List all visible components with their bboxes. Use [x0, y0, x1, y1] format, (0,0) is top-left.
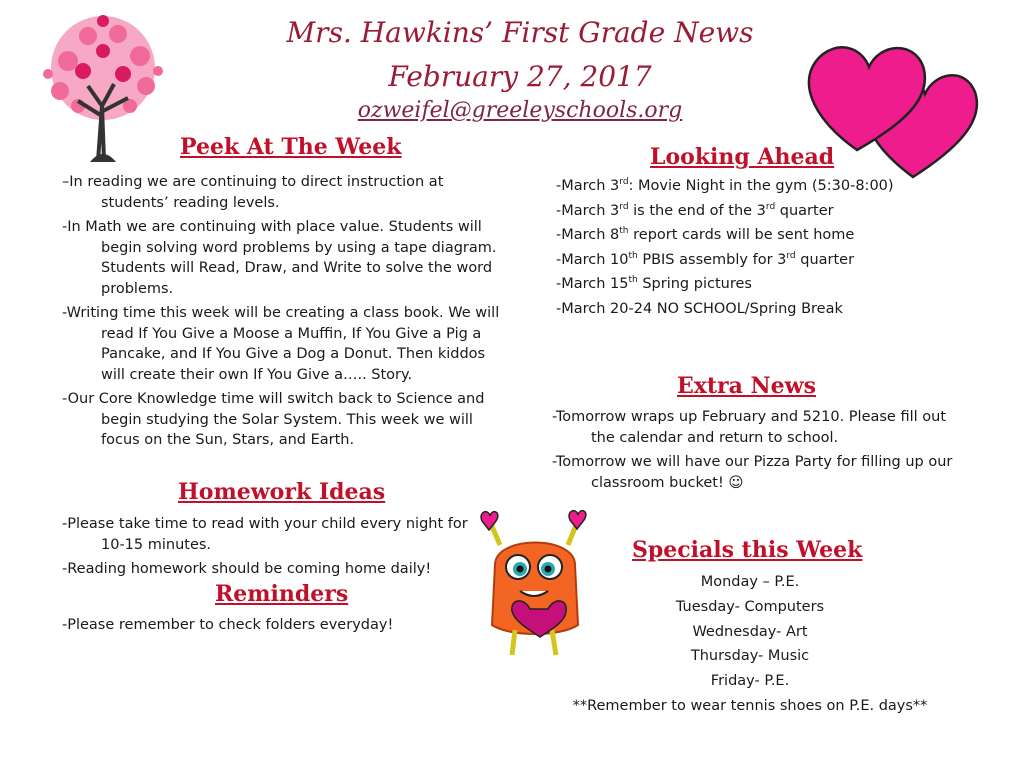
list-item: -Please remember to check folders everyday! [62, 617, 394, 633]
list-item: -March 20-24 NO SCHOOL/Spring Break [556, 300, 843, 317]
homework-list [62, 514, 492, 584]
email-link[interactable]: ozweifel@greeleyschools.org [357, 98, 683, 123]
list-item: Thursday- Music [690, 648, 810, 665]
homework-heading: Homework Ideas [178, 479, 386, 505]
list-item: -Our Core Knowledge time will switch back to Science and begin studying the Solar System. This week we will focus on the Sun, Stars, and Earth. [62, 391, 485, 448]
newsletter-title: Mrs. Hawkins’ First Grade News [286, 16, 754, 49]
list-item: Monday – P.E. [700, 574, 800, 590]
list-item: -In Math we are continuing with place value. Students will begin solving word problems by using a tape diagram. Students will Read, Draw, and Write to solve the word problems. [62, 219, 497, 297]
list-item: -Reading homework should be coming home daily! [62, 561, 432, 577]
looking-ahead-heading: Looking Ahead [650, 144, 835, 170]
list-item: -Tomorrow wraps up February and 5210. Please fill out the calendar and return to school. [552, 409, 947, 446]
newsletter-date: February 27, 2017 [388, 60, 652, 93]
list-item: -Please take time to read with your child every night for 10-15 minutes. [62, 516, 468, 553]
list-item: Friday- P.E. [710, 673, 790, 690]
specials-note: **Remember to wear tennis shoes on P.E. days** [572, 697, 928, 714]
list-item: -March 3rd: Movie Night in the gym (5:30-8:00) [556, 177, 894, 194]
reminders-list [62, 615, 492, 640]
list-item: -March 15th Spring pictures [556, 275, 752, 292]
list-item: -March 3rd is the end of the 3rd quarter [556, 201, 834, 219]
peek-list [62, 172, 512, 455]
extra-news-heading: Extra News [677, 373, 816, 399]
list-item: -Tomorrow we will have our Pizza Party for filling up our classroom bucket! ☺ [552, 454, 953, 491]
looking-ahead-list [556, 174, 956, 321]
list-item: –In reading we are continuing to direct instruction at students’ reading levels. [62, 174, 444, 211]
peek-heading: Peek At The Week [180, 134, 402, 160]
list-item: -March 8th report cards will be sent home [556, 226, 855, 243]
reminders-heading: Reminders [215, 581, 349, 607]
extra-news-list [552, 407, 972, 497]
heart-tree-icon [28, 6, 178, 164]
list-item: Tuesday- Computers [675, 598, 825, 615]
list-item: -Writing time this week will be creating a class book. We will read If You Give a Moose a Muffin, If You Give a Pig a Pancake, and If You Give a Dog a Donut. Then kiddos will create their own If You Give a….. Story. [62, 305, 500, 383]
specials-list [530, 570, 970, 719]
specials-heading: Specials this Week [632, 537, 863, 563]
list-item: Wednesday- Art [692, 623, 808, 640]
list-item: -March 10th PBIS assembly for 3rd quarter [556, 250, 855, 268]
